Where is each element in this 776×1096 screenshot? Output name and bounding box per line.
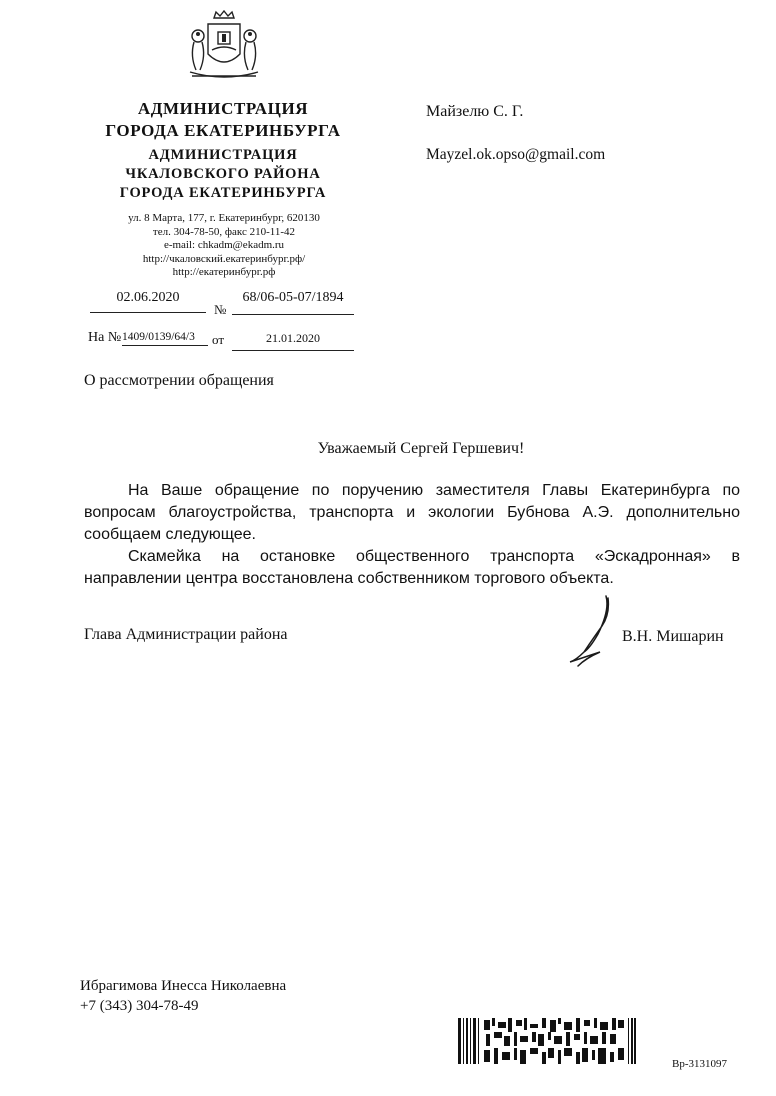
contact-block xyxy=(96,212,352,280)
department-name-line: ГОРОДА ЕКАТЕРИНБУРГА xyxy=(119,185,327,201)
reply-to-number: 1409/0139/64/3 xyxy=(122,331,208,346)
website-text: http://екатеринбург.рф xyxy=(172,266,276,278)
website-text: http://чкаловский.екатеринбург.рф/ xyxy=(142,252,306,265)
letter-subject: О рассмотрении обращения xyxy=(84,372,274,389)
registration-date: 02.06.2020 xyxy=(90,290,206,313)
handwritten-signature-icon xyxy=(566,590,626,670)
department-name xyxy=(90,146,356,203)
executor-name: Ибрагимова Инесса Николаевна xyxy=(80,978,287,994)
signatory-title: Глава Администрации района xyxy=(84,626,288,643)
signatory-name: В.Н. Мишарин xyxy=(622,628,724,645)
reply-to-label: На № xyxy=(88,330,122,345)
document-code: Вр-3131097 xyxy=(672,1058,727,1070)
department-name-line: АДМИНИСТРАЦИЯ xyxy=(148,147,298,163)
executor-phone: +7 (343) 304-78-49 xyxy=(80,998,199,1014)
barcode-icon xyxy=(458,1018,636,1064)
reply-from-label: от xyxy=(212,332,225,347)
organization-name xyxy=(80,98,366,142)
reply-to-date: 21.01.2020 xyxy=(232,331,354,351)
department-name-line: ЧКАЛОВСКОГО РАЙОНА xyxy=(125,166,321,182)
email-text: e-mail: chkadm@ekadm.ru xyxy=(163,239,285,251)
letter-greeting: Уважаемый Сергей Гершевич! xyxy=(317,440,525,457)
recipient-email: Mayzel.ok.opso@gmail.com xyxy=(426,146,606,163)
organization-name-line: АДМИНИСТРАЦИЯ xyxy=(137,99,309,118)
letter-paragraph: На Ваше обращение по поручению заместителя Главы Екатеринбурга по вопросам благоустройства, транспорта и экологии Бубнова А.Э. дополнительно сообщаем следующее. xyxy=(84,482,740,543)
organization-name-line: ГОРОДА ЕКАТЕРИНБУРГА xyxy=(105,121,341,140)
coat-of-arms-icon xyxy=(186,10,262,84)
recipient-name: Майзелю С. Г. xyxy=(426,103,524,120)
registration-number-label: № xyxy=(214,302,227,317)
address-text: ул. 8 Марта, 177, г. Екатеринбург, 620130 xyxy=(128,212,320,224)
registration-number: 68/06-05-07/1894 xyxy=(232,290,354,315)
letter-paragraph: Скамейка на остановке общественного транспорта «Эскадронная» в направлении центра восстановлена собственником торгового объекта. xyxy=(84,548,740,587)
phone-text: тел. 304-78-50, факс 210-11-42 xyxy=(152,225,296,238)
